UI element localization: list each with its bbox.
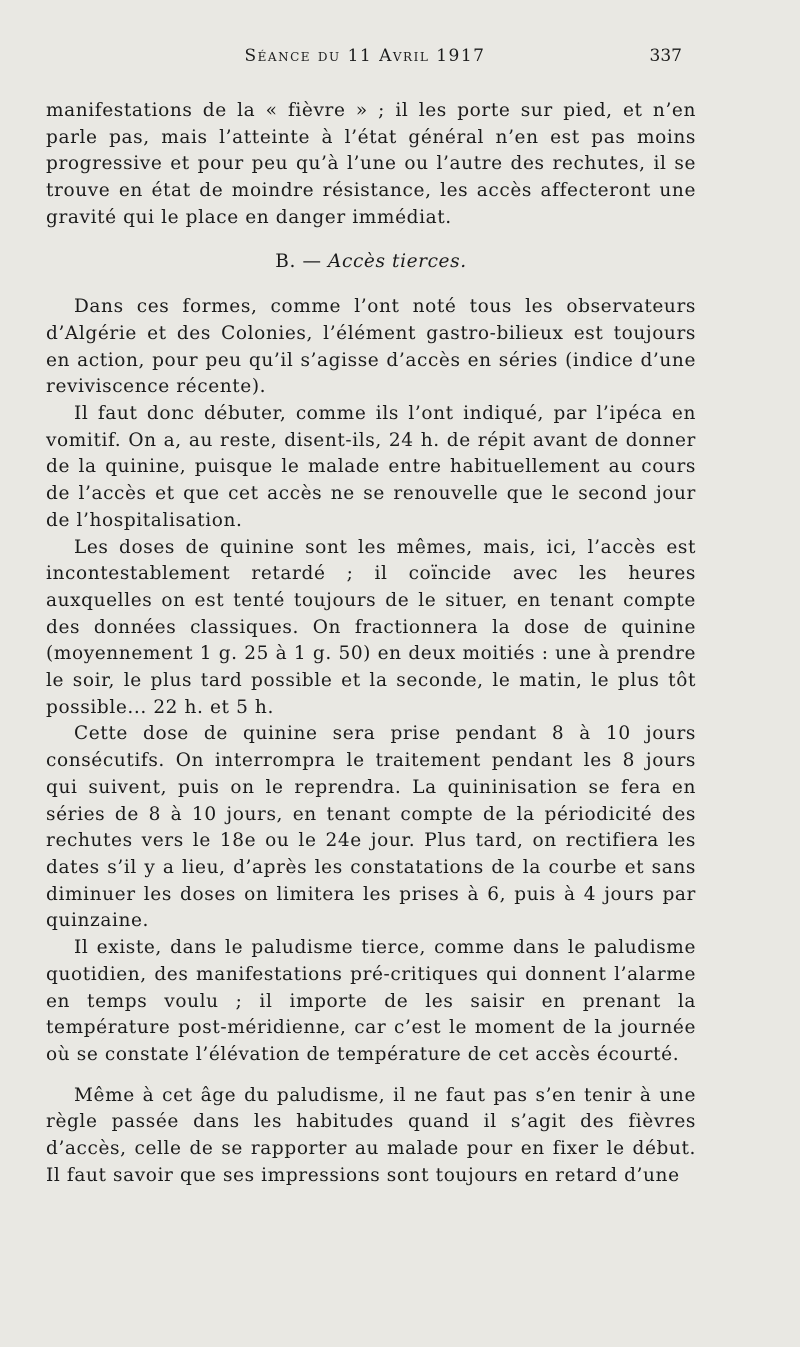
section-label: B. — — [275, 250, 329, 272]
paragraph: Les doses de quinine sont les mêmes, mais, ici, l’accès est incontestablement retardé ; il coïncide avec les heures auxquelles on est tenté toujours de le situer, en tenant compte des données classiques. On fractionnera la dose de quinine (moyennement 1 g. 25 à 1 g. 50) en deux moitiés : une à prendre le soir, le plus tard possible et la seconde, le matin, le plus tôt possible... 22 h. et 5 h. — [46, 536, 696, 718]
paragraph: Même à cet âge du paludisme, il ne faut pas s’en tenir à une règle passée dans les habitudes quand il s’agit des fièvres d’accès, celle de se rapporter au malade pour en fixer le début. Il faut savoir que ses impressions sont toujours en retard d’une — [46, 1084, 696, 1186]
page-number: 337 — [649, 46, 682, 66]
paragraph-gap — [46, 1069, 696, 1083]
paragraph: Il existe, dans le paludisme tierce, comme dans le paludisme quotidien, des manifestations pré-critiques qui donnent l’alarme en temps voulu ; il importe de les saisir en prenant la température post-méridienne, car c’est le moment de la journée où se constate l’élévation de température de cet accès écourté. — [46, 937, 696, 1065]
paragraph: Cette dose de quinine sera prise pendant 8 à 10 jours consécutifs. On interrompra le traitement pendant les 8 jours qui suivent, puis on le reprendra. La quininisation se fera en séries de 8 à 10 jours, en tenant compte de la périodicité des rechutes vers le 18e ou le 24e jour. Plus tard, on rectifiera les dates s’il y a lieu, d’après les constatations de la courbe et sans diminuer les doses on limitera les prises à 6, puis à 4 jours par quinzaine. — [46, 723, 696, 932]
paragraph: Dans ces formes, comme l’ont noté tous les observateurs d’Algérie et des Colonies, l’élément gastro-bilieux est toujours en action, pour peu qu’il s’agisse d’accès en séries (indice d’une reviviscence récente). — [46, 296, 696, 398]
paragraph-continuation: manifestations de la « fièvre » ; il les porte sur pied, et n’en parle pas, mais l’atteinte à l’état général n’en est pas moins progressive et pour peu qu’à l’une ou l’autre des rechutes, il se trouve en état de moindre résistance, les accès affecteront une gravité qui le place en danger immédiat. — [46, 100, 696, 228]
running-title: Séance du 11 Avril 1917 — [244, 46, 486, 66]
page-header — [0, 46, 800, 76]
section-heading — [46, 249, 696, 276]
section-title: Accès tierces. — [328, 250, 467, 272]
paragraph: Il faut donc débuter, comme ils l’ont indiqué, par l’ipéca en vomitif. On a, au reste, disent-ils, 24 h. de répit avant de donner de la quinine, puisque le malade entre habituellement au cours de l’accès et que cet accès ne se renouvelle que le second jour de l’hospitalisation. — [46, 403, 696, 531]
body-text — [46, 98, 696, 1189]
